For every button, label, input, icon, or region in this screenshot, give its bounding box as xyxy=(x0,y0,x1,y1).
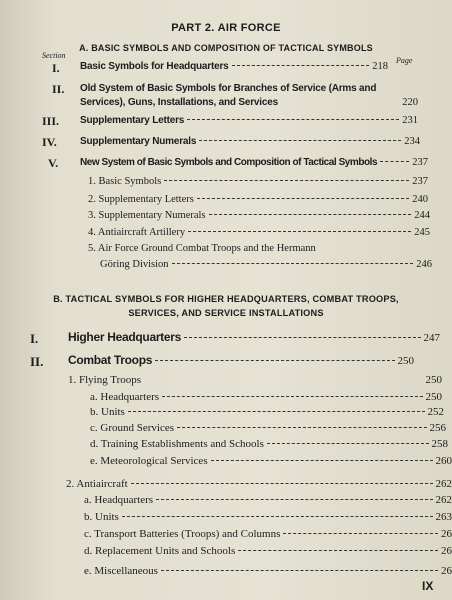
toc-entry-page: 218 xyxy=(372,61,388,72)
page-column-label: Page xyxy=(396,56,413,65)
toc-item-page: 258 xyxy=(431,438,448,450)
toc-subentry[interactable] xyxy=(66,478,452,490)
section-b-heading-line1: B. TACTICAL SYMBOLS FOR HIGHER HEADQUARTERS, COMBAT TROOPS, xyxy=(53,294,399,304)
toc-item-page: 26 xyxy=(441,528,452,540)
toc-entry[interactable] xyxy=(80,157,428,168)
part-title: PART 2. AIR FORCE xyxy=(171,22,281,34)
toc-entry-page: 220 xyxy=(402,97,418,108)
toc-subentry[interactable] xyxy=(100,259,432,270)
toc-subentry-page: 240 xyxy=(412,194,428,205)
leader-dots xyxy=(187,119,399,120)
toc-item-title: c. Ground Services xyxy=(90,422,175,434)
leader-dots xyxy=(283,533,438,534)
toc-item-title: a. Headquarters xyxy=(90,391,160,403)
toc-subentry-page: 250 xyxy=(425,374,442,386)
leader-dots xyxy=(156,499,432,500)
leader-dots xyxy=(122,516,433,517)
toc-subentry-title: 4. Antiaircraft Artillery xyxy=(88,227,186,238)
section-number: II. xyxy=(30,354,44,369)
toc-item[interactable] xyxy=(84,511,452,523)
toc-subentry-page: 245 xyxy=(414,227,430,238)
toc-subentry-page: 262 xyxy=(435,478,452,490)
toc-item-page: 260 xyxy=(435,455,452,467)
toc-item-title: e. Meteorological Services xyxy=(90,455,208,467)
toc-item[interactable] xyxy=(90,438,448,450)
leader-dots xyxy=(177,427,426,428)
leader-dots xyxy=(184,337,421,338)
toc-entry[interactable] xyxy=(80,115,418,126)
toc-subentry[interactable] xyxy=(68,374,442,386)
toc-item-page: 256 xyxy=(429,422,446,434)
toc-item-page: 26 xyxy=(441,545,452,557)
toc-item[interactable] xyxy=(90,406,444,418)
toc-entry-title: Higher Headquarters xyxy=(68,330,181,344)
toc-item-page: 262 xyxy=(435,494,452,506)
toc-entry[interactable] xyxy=(80,136,420,147)
toc-entry-title: Supplementary Numerals xyxy=(80,136,197,147)
leader-dots xyxy=(211,460,433,461)
toc-entry-page: 250 xyxy=(397,355,414,367)
leader-dots xyxy=(172,263,414,264)
toc-item[interactable] xyxy=(90,422,446,434)
toc-entry-title: Combat Troops xyxy=(68,353,153,367)
toc-entry-page: 247 xyxy=(423,332,440,344)
toc-entry-title: Services), Guns, Installations, and Services xyxy=(80,97,278,108)
section-number: II. xyxy=(52,82,65,96)
toc-entry-title-line1: Old System of Basic Symbols for Branches of Service (Arms and xyxy=(80,83,377,94)
toc-subentry-page: 237 xyxy=(412,176,428,187)
toc-subentry[interactable] xyxy=(88,227,430,238)
toc-item-title: b. Units xyxy=(84,511,119,523)
page-folio: IX xyxy=(422,579,434,593)
leader-dots xyxy=(155,360,394,361)
toc-subentry-page: 244 xyxy=(414,210,430,221)
leader-dots xyxy=(232,65,370,66)
toc-subentry-title: 1. Flying Troops xyxy=(68,374,142,386)
toc-subentry-title-line1: 5. Air Force Ground Combat Troops and the Hermann xyxy=(88,243,316,254)
toc-item-page: 26 xyxy=(441,565,452,577)
toc-entry-title: Basic Symbols for Headquarters xyxy=(80,61,229,72)
toc-subentry-title: Göring Division xyxy=(100,259,169,270)
section-a-heading: A. BASIC SYMBOLS AND COMPOSITION OF TACTICAL SYMBOLS xyxy=(79,43,373,53)
toc-subentry[interactable] xyxy=(88,210,430,221)
leader-dots xyxy=(128,411,425,412)
toc-entry-page: 237 xyxy=(412,157,428,168)
toc-entry[interactable] xyxy=(68,330,440,344)
leader-dots xyxy=(131,483,433,484)
leader-dots xyxy=(164,180,409,181)
toc-item[interactable] xyxy=(84,528,452,540)
toc-item[interactable] xyxy=(90,455,452,467)
toc-item-title: b. Units xyxy=(90,406,125,418)
leader-dots xyxy=(161,570,438,571)
toc-entry[interactable] xyxy=(80,97,418,108)
leader-dots xyxy=(197,198,409,199)
toc-entry[interactable] xyxy=(68,353,414,367)
toc-item-page: 252 xyxy=(427,406,444,418)
toc-item-title: c. Transport Batteries (Troops) and Columns xyxy=(84,528,281,540)
toc-entry-page: 234 xyxy=(404,136,420,147)
toc-subentry-title: 2. Antiaircraft xyxy=(66,478,128,490)
leader-dots xyxy=(380,161,409,162)
toc-entry-title: Supplementary Letters xyxy=(80,115,185,126)
leader-dots xyxy=(188,231,411,232)
toc-subentry-title: 2. Supplementary Letters xyxy=(88,194,194,205)
toc-entry[interactable] xyxy=(80,61,388,72)
toc-item-title: d. Training Establishments and Schools xyxy=(90,438,264,450)
toc-subentry-page: 246 xyxy=(416,259,432,270)
section-b-heading-line2: SERVICES, AND SERVICE INSTALLATIONS xyxy=(128,308,324,318)
toc-subentry-title: 3. Supplementary Numerals xyxy=(88,210,206,221)
section-number: V. xyxy=(48,156,59,170)
toc-item[interactable] xyxy=(84,545,452,557)
leader-dots xyxy=(267,443,429,444)
toc-item-title: d. Replacement Units and Schools xyxy=(84,545,236,557)
section-number: III. xyxy=(42,114,60,128)
toc-item-page: 250 xyxy=(425,391,442,403)
toc-subentry[interactable] xyxy=(88,176,428,187)
toc-item-page: 263 xyxy=(435,511,452,523)
toc-item[interactable] xyxy=(90,391,442,403)
section-number: I. xyxy=(52,61,60,75)
toc-subentry-title: 1. Basic Symbols xyxy=(88,176,162,187)
toc-entry-title: New System of Basic Symbols and Composition of Tactical Symbols xyxy=(80,157,378,168)
leader-dots xyxy=(199,140,401,141)
toc-subentry[interactable] xyxy=(88,194,428,205)
toc-entry-page: 231 xyxy=(402,115,418,126)
toc-item-title: a. Headquarters xyxy=(84,494,154,506)
leader-dots xyxy=(209,214,412,215)
toc-item-title: e. Miscellaneous xyxy=(84,565,158,577)
section-column-label: Section xyxy=(42,51,66,60)
toc-item[interactable] xyxy=(84,494,452,506)
leader-dots xyxy=(162,396,422,397)
section-number: IV. xyxy=(42,135,57,149)
toc-item[interactable] xyxy=(84,565,452,577)
leader-dots xyxy=(238,550,438,551)
section-number: I. xyxy=(30,331,39,346)
